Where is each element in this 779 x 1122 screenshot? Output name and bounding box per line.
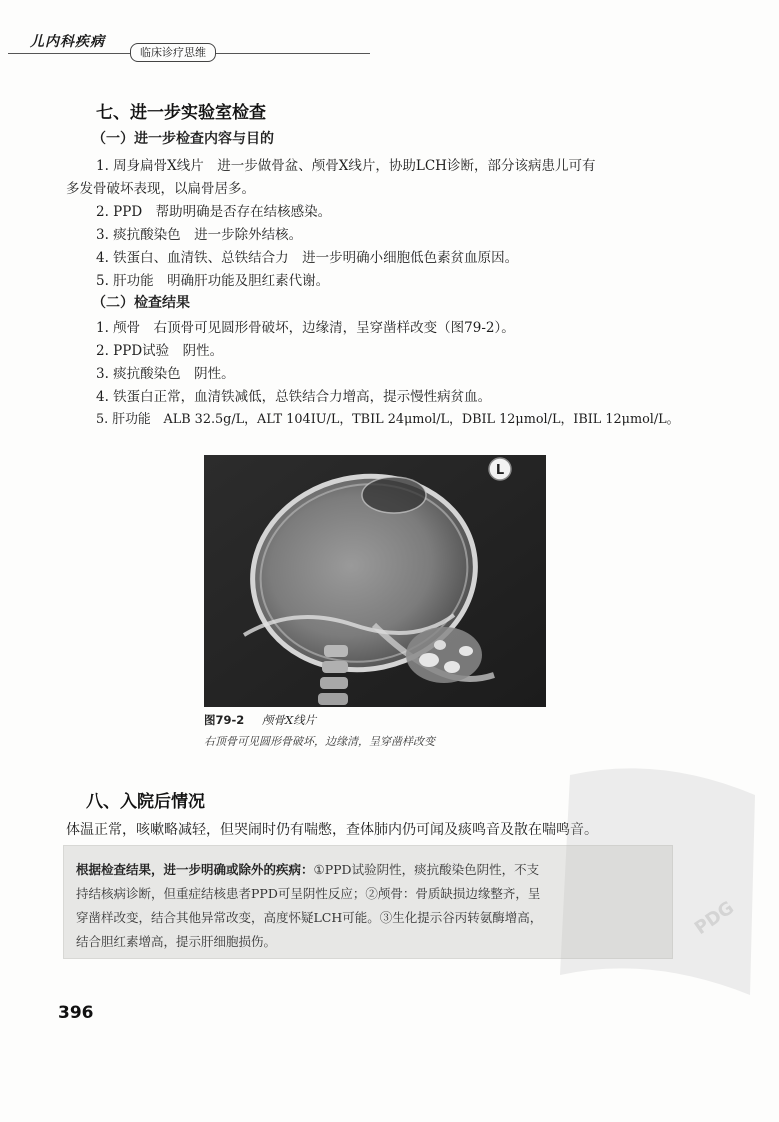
page-number: 396 xyxy=(58,1003,94,1023)
note-line-1 xyxy=(76,860,539,878)
list-item: 4. 铁蛋白、血清铁、总铁结合力 进一步明确小细胞低色素贫血原因。 xyxy=(96,250,519,266)
list-item: 2. PPD试验 阴性。 xyxy=(96,343,224,359)
figure-title: 颅骨X线片 xyxy=(262,713,317,727)
skull-xray-image xyxy=(204,455,546,707)
note-line-1-rest: ①PPD试验阴性，痰抗酸染色阴性，不支 xyxy=(313,862,540,877)
series-tab: 临床诊疗思维 xyxy=(130,43,216,62)
clinical-note-box xyxy=(63,845,673,959)
page-header xyxy=(0,0,779,70)
list-item: 2. PPD 帮助明确是否存在结核感染。 xyxy=(96,204,332,220)
section-8-body: 体温正常，咳嗽略减轻，但哭闹时仍有喘憋，查体肺内仍可闻及痰鸣音及散在喘鸣音。 xyxy=(66,822,598,838)
list-item: 1. 颅骨 右顶骨可见圆形骨破坏，边缘清，呈穿凿样改变（图79-2）。 xyxy=(96,320,515,336)
subsection-2-heading: （二）检查结果 xyxy=(92,295,190,311)
note-lead: 根据检查结果，进一步明确或除外的疾病： xyxy=(76,862,314,877)
list-item: 1. 周身扁骨X线片 进一步做骨盆、颅骨X线片，协助LCH诊断，部分该病患儿可有 xyxy=(96,158,596,174)
note-line-4: 结合胆红素增高，提示肝细胞损伤。 xyxy=(76,934,277,949)
list-item: 多发骨破坏表现，以扁骨居多。 xyxy=(66,181,255,197)
watermark-text: PDG xyxy=(690,897,739,940)
list-item: 5. 肝功能 明确肝功能及胆红素代谢。 xyxy=(96,273,330,289)
subsection-1-heading: （一）进一步检查内容与目的 xyxy=(92,131,274,147)
section-7-heading: 七、进一步实验室检查 xyxy=(96,103,266,123)
list-item: 5. 肝功能 ALB 32.5g/L，ALT 104IU/L，TBIL 24μmol/L，DBIL 12μmol/L，IBIL 12μmol/L。 xyxy=(96,412,680,427)
list-item: 3. 痰抗酸染色 进一步除外结核。 xyxy=(96,227,303,243)
section-8-heading: 八、入院后情况 xyxy=(86,792,205,812)
marker-letter: L xyxy=(495,463,505,478)
note-line-3: 穿凿样改变，结合其他异常改变，高度怀疑LCH可能。③生化提示谷丙转氨酶增高， xyxy=(76,910,543,925)
book-title: 儿内科疾病 xyxy=(30,34,105,50)
figure-description: 右顶骨可见圆形骨破坏，边缘清，呈穿凿样改变 xyxy=(204,735,435,748)
note-line-2: 持结核病诊断，但重症结核患者PPD可呈阴性反应；②颅骨：骨质缺损边缘整齐，呈 xyxy=(76,886,541,901)
figure-label: 图79-2 xyxy=(204,713,245,727)
list-item: 4. 铁蛋白正常，血清铁减低，总铁结合力增高，提示慢性病贫血。 xyxy=(96,389,492,405)
list-item: 3. 痰抗酸染色 阴性。 xyxy=(96,366,235,382)
xray-graphic xyxy=(204,455,546,707)
